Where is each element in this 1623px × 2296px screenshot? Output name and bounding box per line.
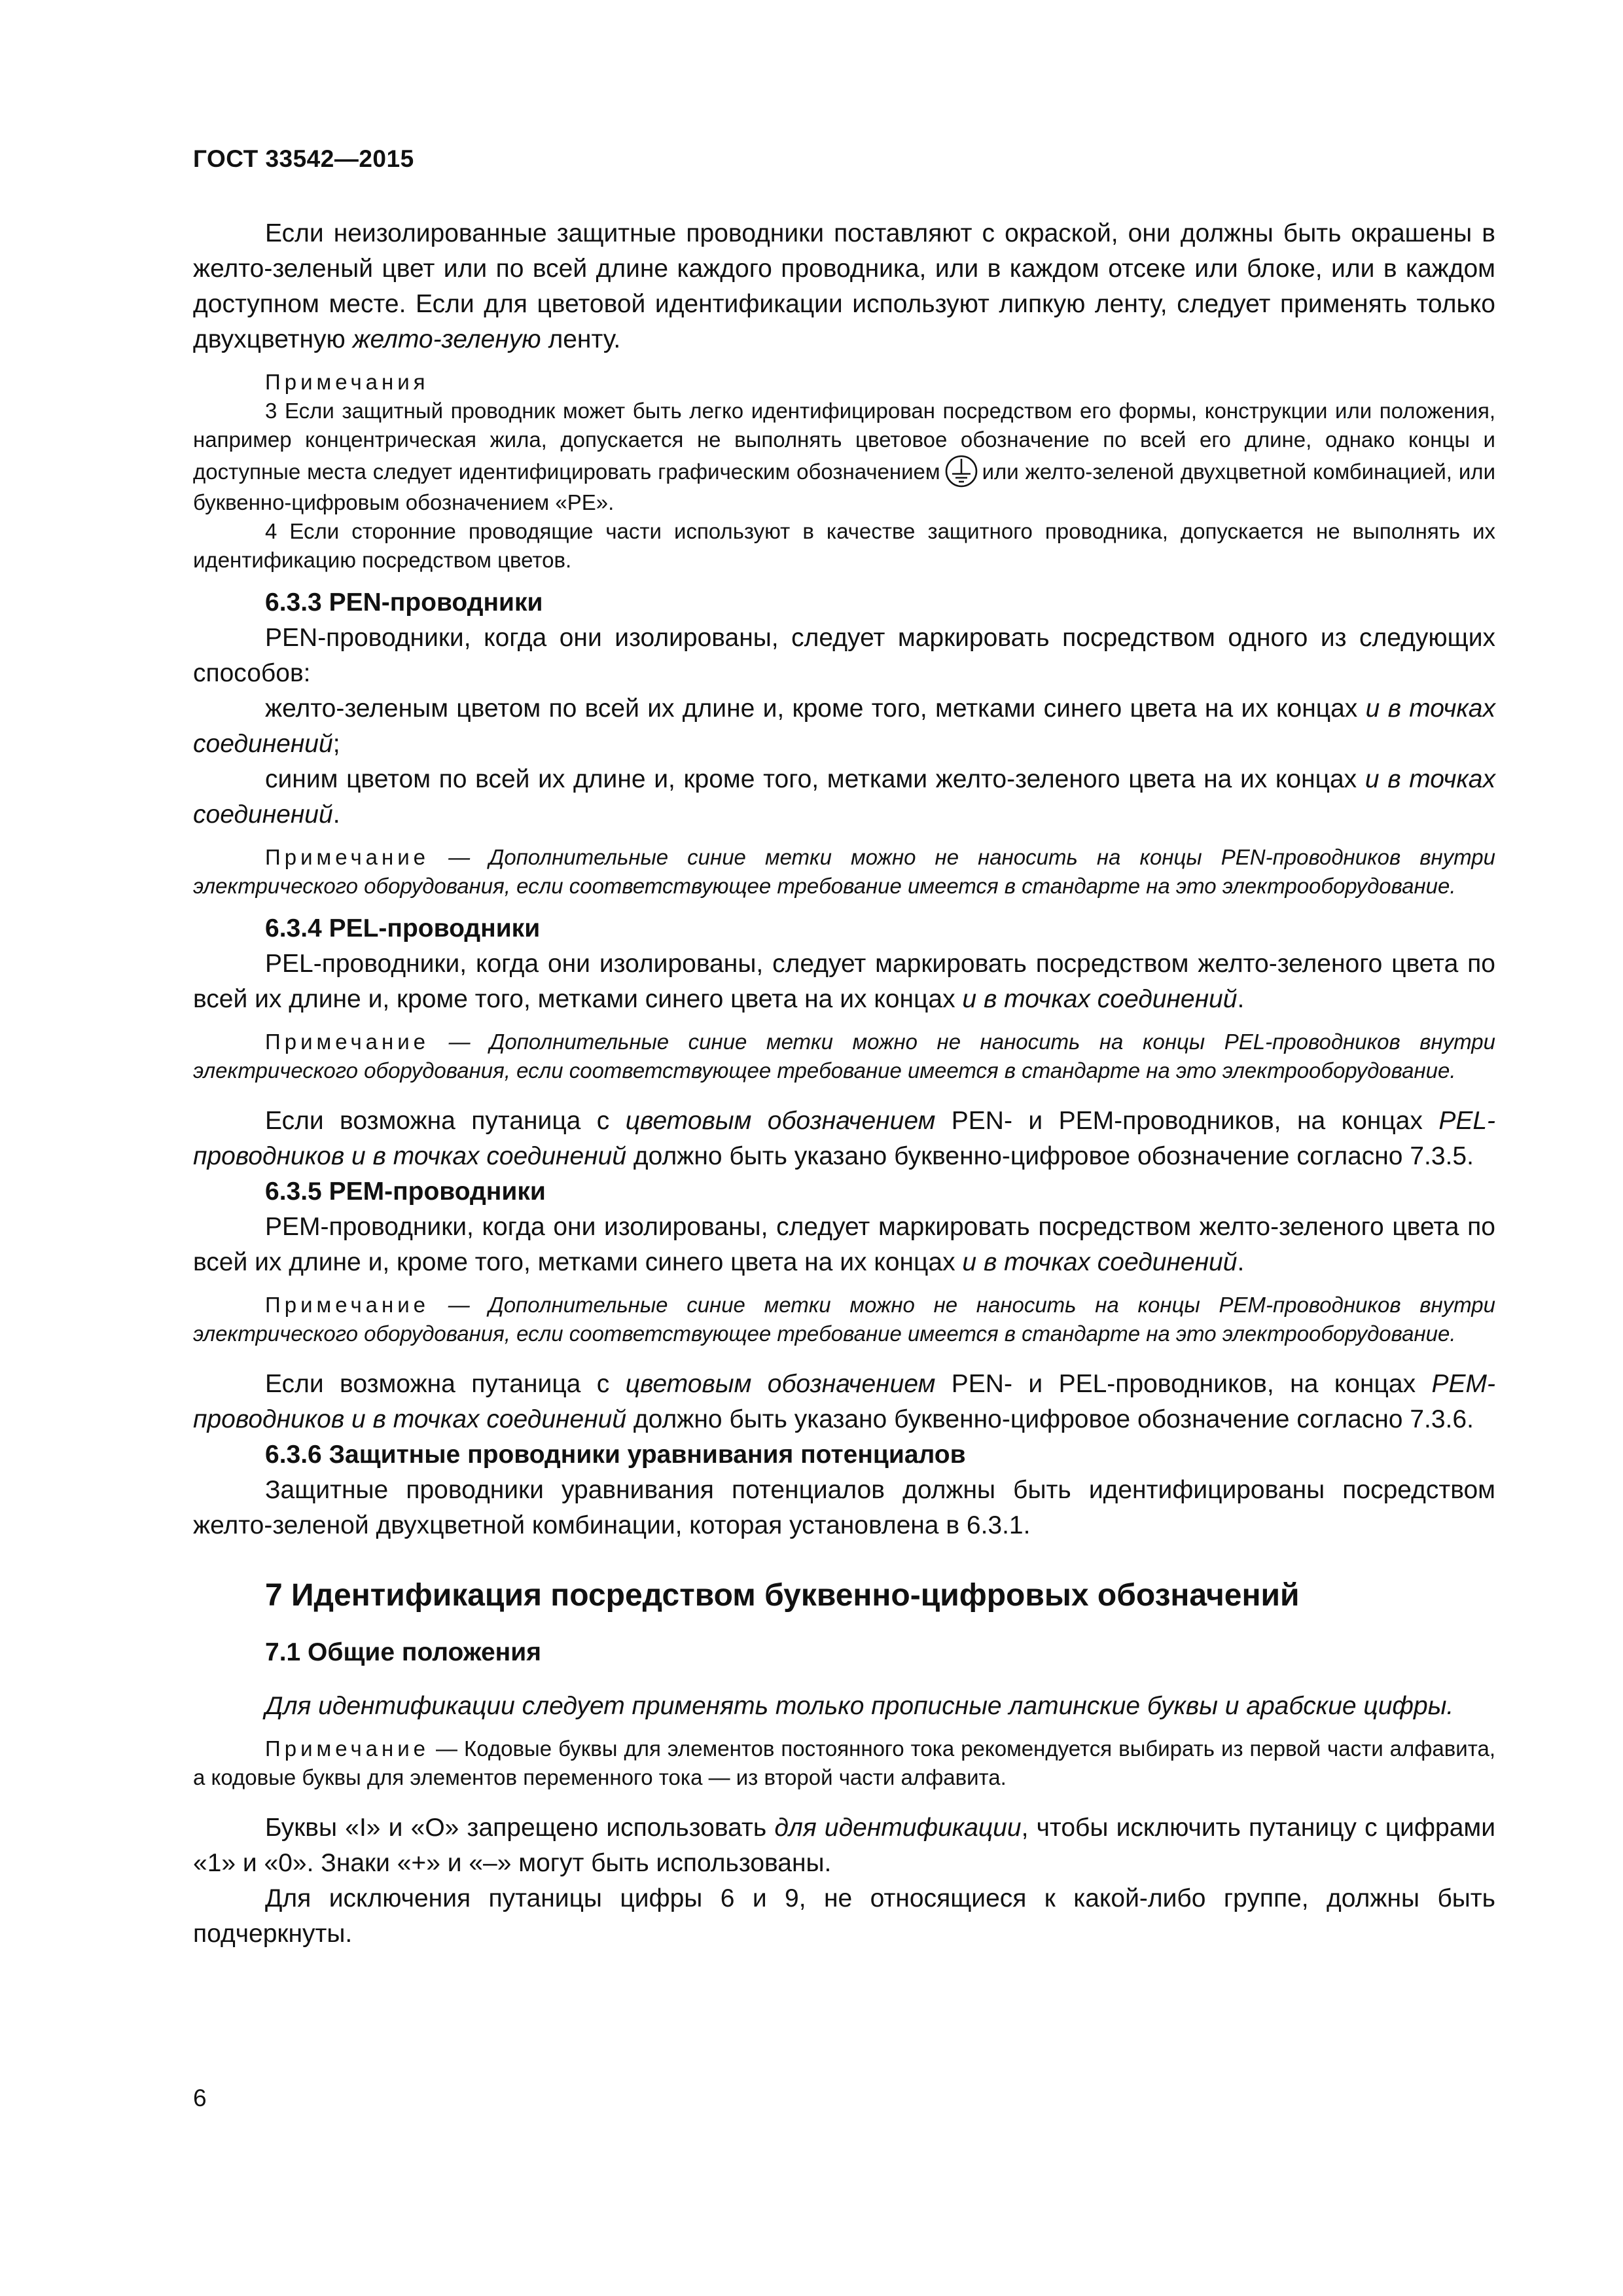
protective-earth-icon (944, 454, 978, 488)
text-run: PEM-проводники, когда они изолированы, следует маркировать посредством желто-зеленого цвета по всей их длине и, кроме того, метками синего цвета на их концах (193, 1213, 1495, 1276)
italic-run: Для идентификации следует применять только прописные латинские буквы и арабские цифры. (265, 1692, 1454, 1720)
italic-run: для идентификации (774, 1814, 1022, 1842)
paragraph-letters-digits (193, 1689, 1495, 1724)
text-run: Если неизолированные защитные проводники поставляют с окраской, они должны быть окрашены в желто-зеленый цвет или по всей длине каждого проводника, или в каждом отсеке или блоке, или в каждом доступном месте. Если для цветовой идентификации используют липкую ленту, следует применять только двухцветную (193, 219, 1495, 353)
italic-run: PEL-проводников и в точках соединений (193, 1107, 1496, 1170)
italic-run: и в точках соединений (962, 985, 1238, 1013)
text-run: PEN- и PEL-проводников, на концах (935, 1370, 1432, 1398)
text-run: 3 Если защитный проводник может быть легко идентифицирован посредством его формы, конструкции или положения, например концентрическая жила, допускается не выполнять цветовое обозначение по всей его длине, однако концы и доступные места следует идентифицировать графическим обозначением (193, 399, 1495, 484)
text-run: должно быть указано буквенно-цифровое обозначение согласно 7.3.5. (626, 1142, 1474, 1170)
note-label: Примечание (265, 1030, 430, 1054)
text-run: желто-зеленым цветом по всей их длине и, кроме того, метками синего цвета на их концах (265, 694, 1366, 723)
text-run: ленту. (541, 325, 621, 353)
paragraph-pen-intro: PEN-проводники, когда они изолированы, следует маркировать посредством одного из следующих способов: (193, 624, 1495, 687)
heading-section-7: 7 Идентификация посредством буквенно-цифровых обозначений (265, 1578, 1300, 1613)
heading-7-1: 7.1 Общие положения (265, 1638, 541, 1666)
paragraph-letters-i-o (193, 1810, 1495, 1881)
note-code-letters (193, 1734, 1495, 1792)
paragraph-equipotential: Защитные проводники уравнивания потенциалов должны быть идентифицированы посредством желто-зеленой двухцветной комбинации, которая установлена в 6.3.1. (193, 1476, 1495, 1539)
text-run: Буквы «I» и «O» запрещено использовать (265, 1814, 775, 1842)
note-dash: — (429, 845, 490, 869)
italic-run: цветовым обозначением (625, 1107, 936, 1135)
note-3 (193, 397, 1495, 517)
note-pem (193, 1291, 1495, 1348)
italic-run: цветовым обозначением (625, 1370, 936, 1398)
notes-heading: Примечания (265, 370, 429, 394)
text-run: должно быть указано буквенно-цифровое обозначение согласно 7.3.6. (626, 1405, 1474, 1433)
paragraph-pem-confusion (193, 1367, 1495, 1437)
text-run: . (1237, 985, 1245, 1013)
paragraph-pel (193, 946, 1495, 1017)
note-pen (193, 843, 1495, 901)
note-text: Дополнительные синие метки можно не наносить на концы PEN-проводников внутри электрического оборудования, если соответствующее требование имеется в стандарте на это электрооборудование. (193, 845, 1495, 898)
note-pel (193, 1028, 1495, 1085)
note-text: Дополнительные синие метки можно не наносить на концы PEL-проводников внутри электрического оборудования, если соответствующее требование имеется в стандарте на это электрооборудование. (193, 1030, 1495, 1083)
text-run: или желто-зеленой двухцветной комбинацией, или буквенно-цифровым обозначением «PE». (193, 459, 1495, 514)
note-label: Примечание (265, 1293, 430, 1317)
text-run: Если возможна путаница с (265, 1370, 626, 1398)
note-text: Дополнительные синие метки можно не наносить на концы PEM-проводников внутри электрического оборудования, если соответствующее требование имеется в стандарте на это электрооборудование. (193, 1293, 1496, 1346)
note-label: Примечание (265, 845, 430, 869)
italic-run: PEM-проводников и в точках соединений (193, 1370, 1496, 1433)
note-text: — Кодовые буквы для элементов постоянного тока рекомендуется выбирать из первой части алфавита, а кодовые буквы для элементов переменного тока — из второй части алфавита. (193, 1736, 1495, 1789)
paragraph-pel-confusion (193, 1103, 1495, 1174)
text-run: PEL-проводники, когда они изолированы, следует маркировать посредством желто-зеленого цвета по всей их длине и, кроме того, метками синего цвета на их концах (193, 950, 1495, 1013)
text-run: , чтобы исключить путаницу с цифрами «1» и «0». Знаки «+» и «–» могут быть использованы. (193, 1814, 1495, 1877)
list-item-pen-1 (193, 691, 1495, 762)
text-run: . (1237, 1248, 1245, 1276)
paragraph-uninsulated-conductors (193, 216, 1495, 357)
italic-run: желто-зеленую (352, 325, 541, 353)
heading-6-3-4: 6.3.4 PEL-проводники (265, 914, 541, 942)
note-4: 4 Если сторонние проводящие части используют в качестве защитного проводника, допускается не выполнять их идентификацию посредством цветов. (193, 519, 1495, 572)
text-run: Если возможна путаница с (265, 1107, 626, 1135)
note-dash: — (429, 1030, 490, 1054)
heading-6-3-3: 6.3.3 PEN-проводники (265, 588, 543, 617)
italic-run: и в точках соединений (962, 1248, 1238, 1276)
paragraph-digits-6-9: Для исключения путаницы цифры 6 и 9, не относящиеся к какой-либо группе, должны быть подчеркнуты. (193, 1884, 1495, 1948)
heading-6-3-6: 6.3.6 Защитные проводники уравнивания потенциалов (265, 1441, 966, 1469)
text-run: . (332, 800, 340, 829)
text-run: синим цветом по всей их длине и, кроме того, метками желто-зеленого цвета на их концах (265, 765, 1365, 793)
note-label: Примечание (265, 1736, 430, 1761)
italic-run: и в точках соединений (193, 694, 1495, 758)
document-code-header: ГОСТ 33542—2015 (193, 145, 414, 172)
paragraph-pem (193, 1210, 1495, 1280)
text-run: ; (332, 730, 340, 758)
page-content (193, 216, 1495, 1952)
heading-6-3-5: 6.3.5 PEM-проводники (265, 1177, 546, 1206)
page-number: 6 (193, 2085, 207, 2111)
italic-run: и в точках соединений (193, 765, 1495, 829)
text-run: PEN- и PEM-проводников, на концах (935, 1107, 1439, 1135)
list-item-pen-2 (193, 762, 1495, 833)
note-dash: — (429, 1293, 489, 1317)
